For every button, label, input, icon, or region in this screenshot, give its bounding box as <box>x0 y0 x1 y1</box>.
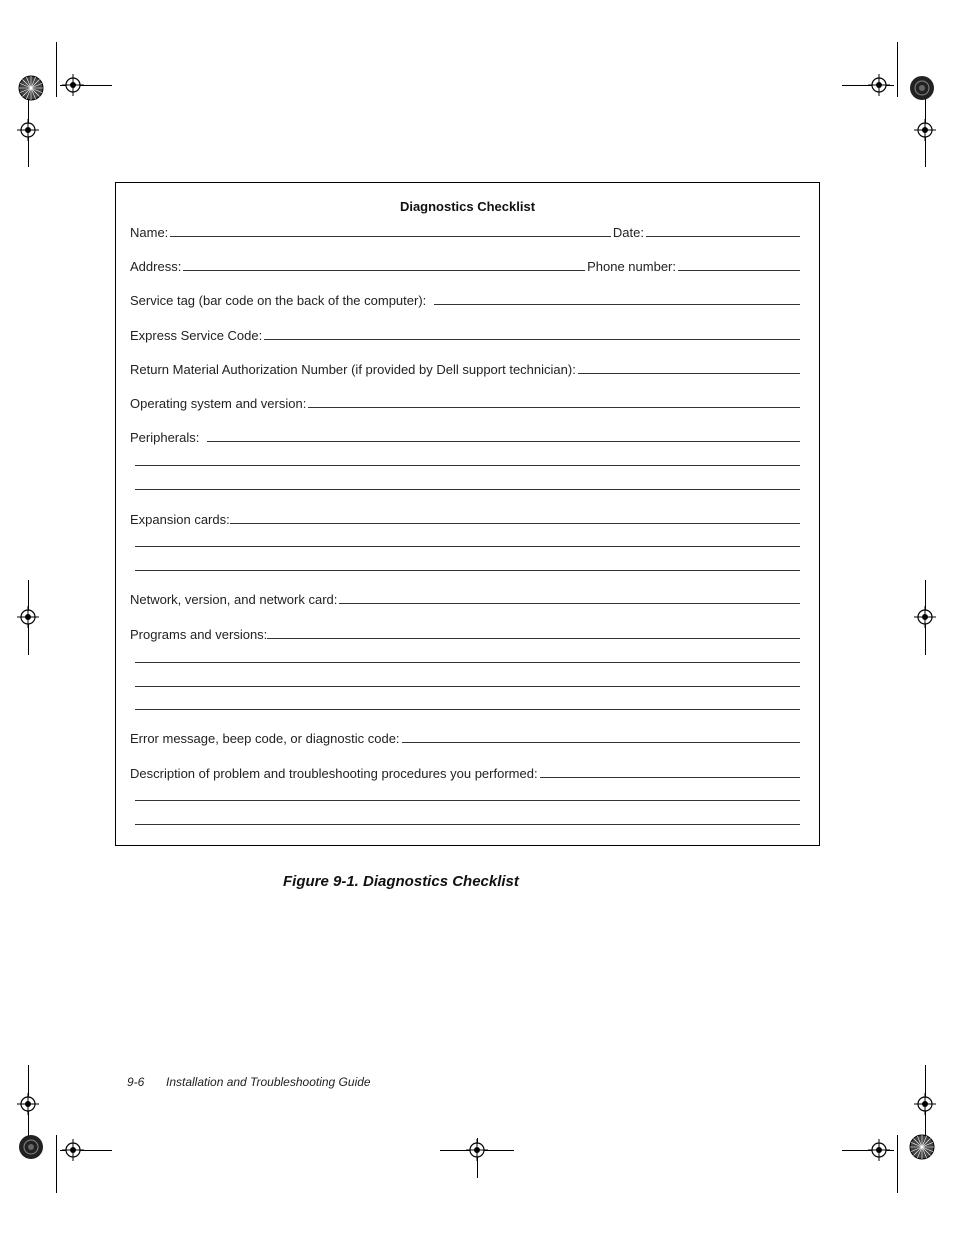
os-field[interactable] <box>308 407 800 408</box>
phone-field[interactable] <box>678 270 800 271</box>
network-row <box>130 589 800 607</box>
rma-row <box>130 359 800 377</box>
express-code-field[interactable] <box>264 339 800 340</box>
rma-field[interactable] <box>578 373 800 374</box>
express-code-label: Express Service Code: <box>130 328 263 343</box>
description-line-2[interactable] <box>135 800 800 801</box>
description-label: Description of problem and troubleshooting procedures you performed: <box>130 766 538 781</box>
name-label: Name: <box>130 225 169 240</box>
programs-line-3[interactable] <box>135 686 800 687</box>
service-tag-label: Service tag (bar code on the back of the computer): <box>130 293 427 308</box>
service-tag-field[interactable] <box>434 304 800 305</box>
description-field[interactable] <box>540 777 800 778</box>
figure-caption: Figure 9-1. Diagnostics Checklist <box>283 873 519 890</box>
network-field[interactable] <box>339 603 800 604</box>
description-row <box>130 763 800 781</box>
checklist-title: Diagnostics Checklist <box>399 199 536 214</box>
express-code-row <box>130 325 800 343</box>
peripherals-row <box>130 427 800 445</box>
description-line-3[interactable] <box>135 824 800 825</box>
expansion-line-3[interactable] <box>135 570 800 571</box>
error-row <box>130 728 800 746</box>
address-phone-row <box>130 256 800 274</box>
address-label: Address: <box>130 259 182 274</box>
name-date-row <box>130 222 800 240</box>
expansion-row <box>130 509 800 527</box>
address-field[interactable] <box>183 270 585 271</box>
error-field[interactable] <box>402 742 800 743</box>
expansion-label: Expansion cards: <box>130 512 230 527</box>
peripherals-label: Peripherals: <box>130 430 200 445</box>
programs-label: Programs and versions: <box>130 627 268 642</box>
phone-label: Phone number: <box>587 259 676 274</box>
diagnostics-checklist-form <box>115 182 820 846</box>
date-field[interactable] <box>646 236 800 237</box>
network-label: Network, version, and network card: <box>130 592 338 607</box>
programs-line-2[interactable] <box>135 662 800 663</box>
rma-label: Return Material Authorization Number (if provided by Dell support technician): <box>130 362 576 377</box>
programs-field[interactable] <box>267 638 800 639</box>
error-label: Error message, beep code, or diagnostic code: <box>130 731 400 746</box>
footer-guide-title: Installation and Troubleshooting Guide <box>166 1075 371 1089</box>
peripherals-line-3[interactable] <box>135 489 800 490</box>
os-label: Operating system and version: <box>130 396 307 411</box>
date-label: Date: <box>612 225 644 240</box>
name-field[interactable] <box>170 236 611 237</box>
peripherals-line-2[interactable] <box>135 465 800 466</box>
os-row <box>130 393 800 411</box>
expansion-field[interactable] <box>230 523 800 524</box>
programs-row <box>130 624 800 642</box>
programs-line-4[interactable] <box>135 709 800 710</box>
expansion-line-2[interactable] <box>135 546 800 547</box>
peripherals-field[interactable] <box>207 441 800 442</box>
service-tag-row <box>130 290 800 308</box>
footer-page-number: 9-6 <box>127 1075 145 1089</box>
